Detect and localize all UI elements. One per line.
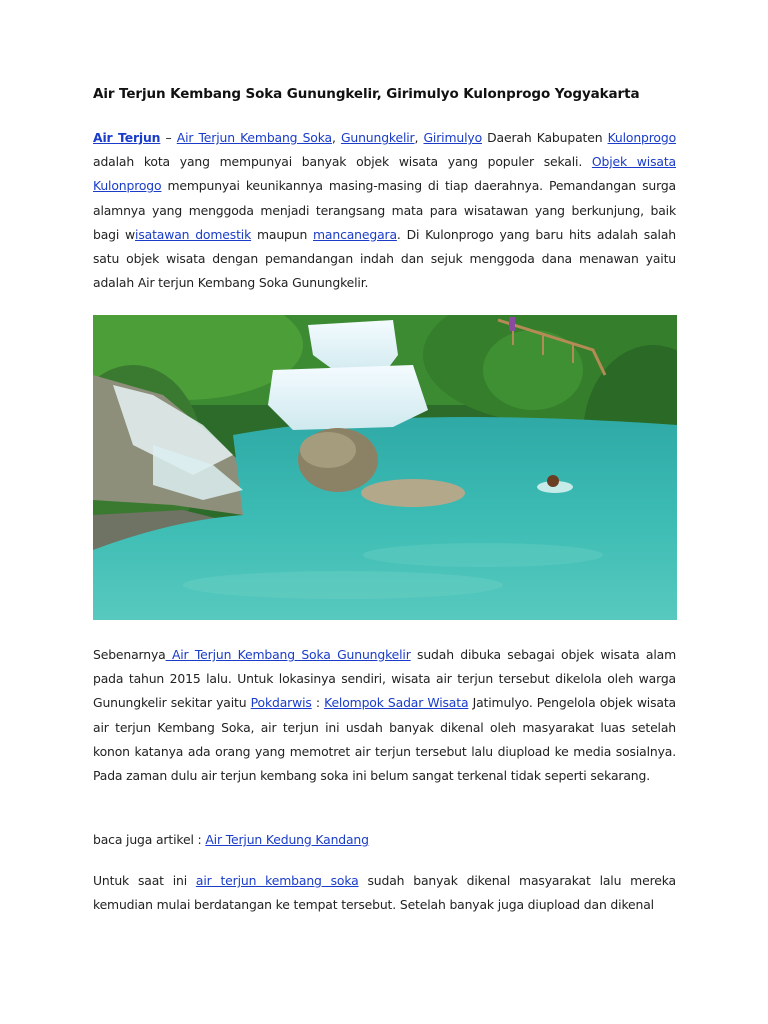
text-run: :: [311, 695, 325, 711]
intro-paragraph: [93, 126, 676, 295]
link-gunungkelir[interactable]: Gunungkelir: [340, 130, 415, 145]
text-run: ,: [331, 130, 341, 145]
text-run: Untuk saat ini: [93, 873, 196, 888]
text-run: –: [160, 130, 177, 145]
text-run: maupun: [251, 226, 314, 242]
link-mancanegara[interactable]: mancanegara: [313, 226, 397, 242]
read-also-paragraph: [93, 828, 676, 852]
link-pokdarwis[interactable]: Pokdarwis: [250, 695, 312, 711]
link-air-terjun-kembang-soka-gunungkelir[interactable]: Air Terjun Kembang Soka Gunungkelir: [165, 647, 411, 662]
link-girimulyo[interactable]: Girimulyo: [423, 130, 482, 145]
link-air-terjun-kedung-kandang[interactable]: Air Terjun Kedung Kandang: [205, 832, 369, 847]
link-objek-wisata-kulonprogo[interactable]: Objek wisata Kulonprogo: [93, 154, 676, 194]
popularity-paragraph: [93, 869, 676, 917]
text-run: . Di Kulonprogo yang baru hits adalah salah satu objek wisata dengan pemandangan indah dan sejuk menggoda dana menawan yaitu adalah Air terjun Kembang Soka Gunungkelir.: [93, 226, 676, 291]
waterfall-photo-illustration: [93, 315, 677, 620]
link-kulonprogo[interactable]: Kulonprogo: [607, 130, 677, 145]
text-run: sudah banyak dikenal masyarakat lalu mereka kemudian mulai berdatangan ke tempat tersebut. Setelah banyak juga diupload dan dikenal: [93, 873, 676, 913]
text-run: Sebenarnya: [93, 647, 166, 662]
text-run: ,: [414, 130, 424, 145]
link-wisatawan-domestik[interactable]: isatawan domestik: [135, 226, 252, 242]
link-air-terjun-kembang-soka[interactable]: Air Terjun Kembang Soka: [176, 130, 332, 145]
article-title: Air Terjun Kembang Soka Gunungkelir, Girimulyo Kulonprogo Yogyakarta: [93, 86, 640, 102]
text-run: mempunyai keunikannya masing-masing di tiap daerahnya. Pemandangan surga alamnya yang menggoda menjadi terangsang mata para wisatawan yang berkunjung, baik bagi w: [93, 178, 676, 242]
text-run: Jatimulyo. Pengelola objek wisata air terjun Kembang Soka, air terjun ini usdah banyak dikenal oleh masyarakat luas setelah konon katanya ada orang yang memotret air terjun tersebut lalu diupload ke media sosialnya. Pada zaman dulu air terjun kembang soka ini belum sangat terkenal tidak seperti sekarang.: [93, 695, 676, 784]
link-air-terjun-kembang-soka-inline[interactable]: air terjun kembang soka: [195, 873, 359, 888]
link-air-terjun[interactable]: Air Terjun: [93, 130, 161, 145]
text-run: sudah dibuka sebagai objek wisata alam pada tahun 2015 lalu. Untuk lokasinya sendiri, wisata air terjun tersebut dikelola oleh warga Gunungkelir sekitar yaitu: [93, 647, 676, 711]
waterfall-photo: [93, 315, 677, 620]
text-run: baca juga artikel :: [93, 832, 206, 847]
text-run: adalah kota yang mempunyai banyak objek wisata yang populer sekali.: [93, 154, 592, 170]
link-kelompok-sadar-wisata[interactable]: Kelompok Sadar Wisata: [324, 695, 469, 711]
text-run: Daerah Kabupaten: [482, 130, 608, 145]
history-paragraph: [93, 643, 676, 788]
